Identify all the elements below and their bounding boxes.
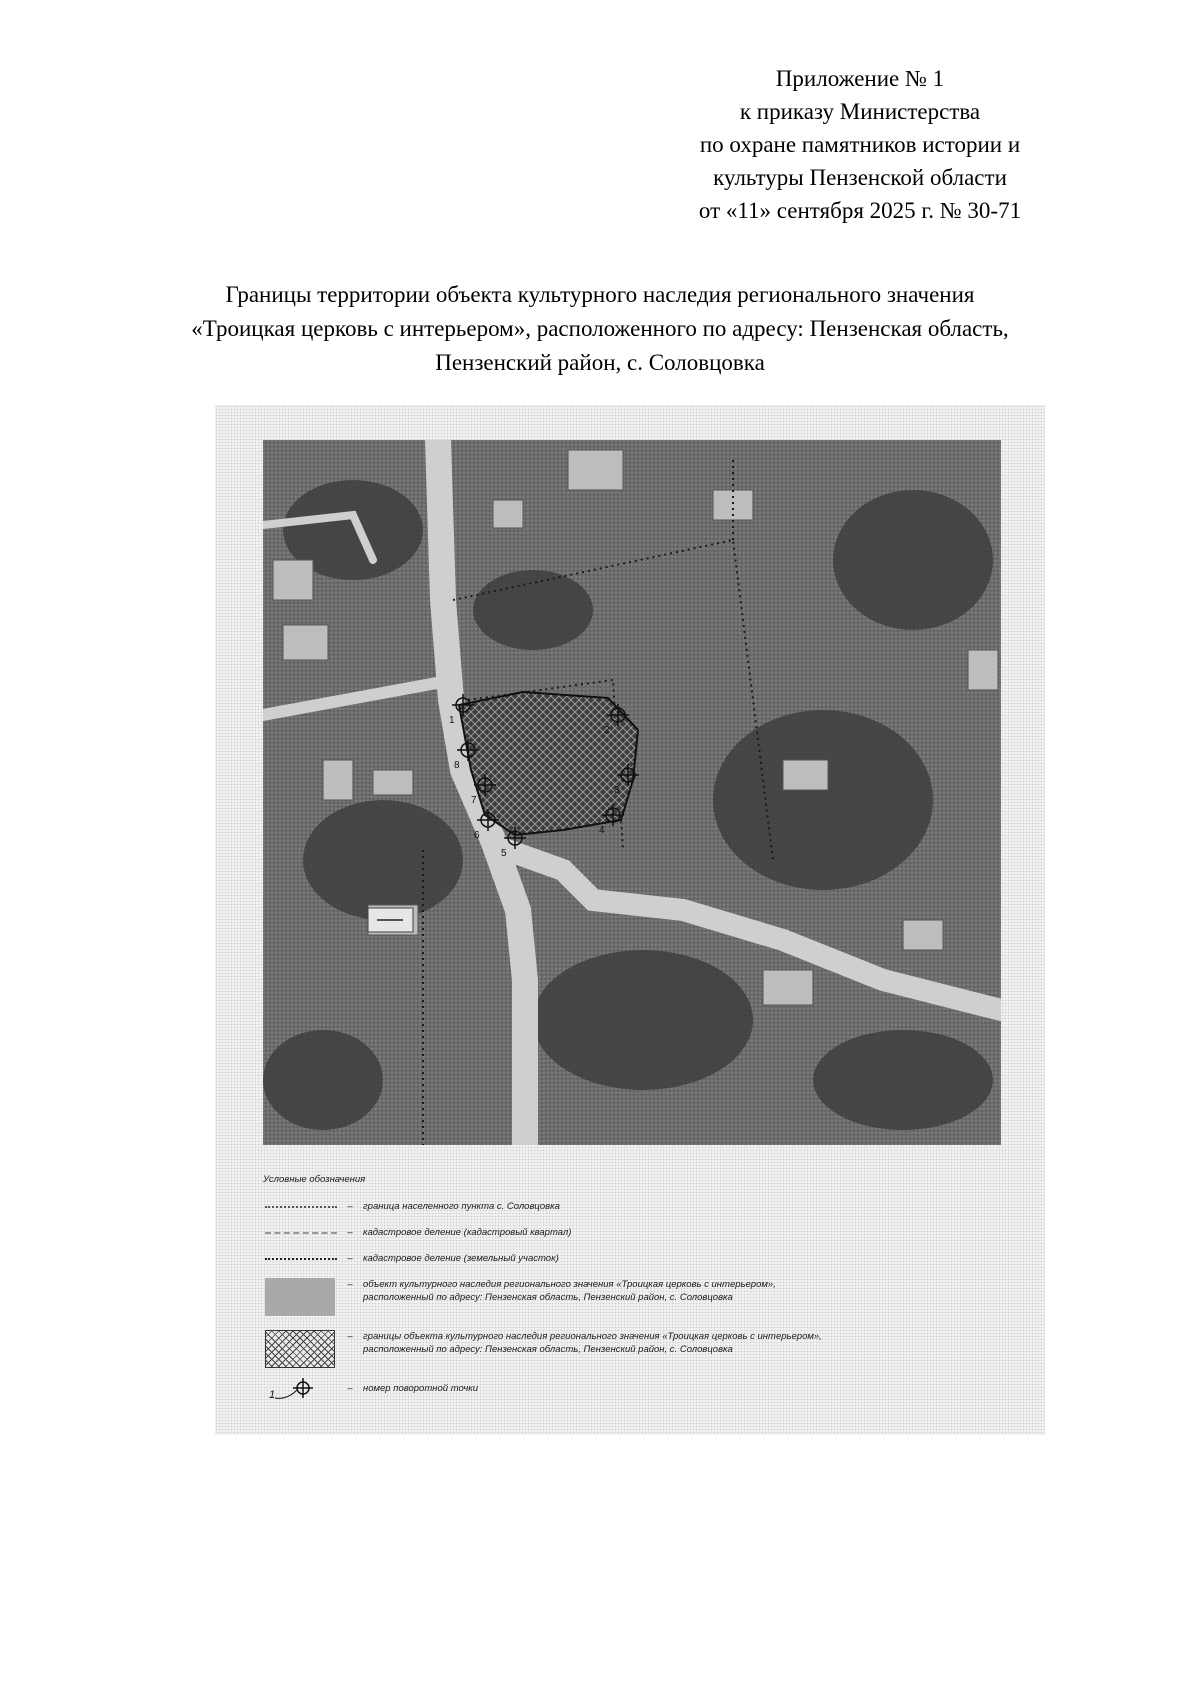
- map-legend: [263, 1173, 1003, 1408]
- title-line: Пензенский район, с. Соловцовка: [435, 350, 765, 375]
- fine-dotted-line-symbol: [263, 1252, 337, 1266]
- document-title: [60, 278, 1140, 380]
- appendix-line: Приложение № 1: [775, 66, 945, 91]
- road-sign: [368, 908, 413, 932]
- aerial-map: [263, 440, 1001, 1145]
- legend-item: [263, 1200, 1003, 1214]
- legend-dash: –: [347, 1279, 353, 1290]
- legend-text: границы объекта культурного наследия регионального значения «Троицкая церковь с интерьером», расположенный по адресу: Пензенская область, Пензенский район, с. Соловцовка: [363, 1331, 822, 1355]
- turning-point-marker-icon: [263, 1382, 337, 1401]
- legend-text: кадастровое деление (кадастровый квартал): [363, 1227, 572, 1238]
- legend-item: [263, 1278, 1003, 1318]
- aerial-map-svg: [263, 440, 1001, 1145]
- legend-dash: –: [347, 1253, 353, 1264]
- legend-dash: –: [347, 1383, 353, 1394]
- appendix-line: к приказу Министерства: [739, 99, 981, 124]
- appendix-line: культуры Пензенской области: [713, 165, 1007, 190]
- legend-dash: –: [347, 1227, 353, 1238]
- crosshatch-fill-symbol: [263, 1330, 337, 1370]
- legend-heading: Условные обозначения: [263, 1174, 366, 1185]
- dashed-line-symbol: [263, 1226, 337, 1240]
- map-figure: [215, 405, 1045, 1435]
- turning-point-label: 3: [614, 785, 620, 796]
- dotted-line-symbol: [263, 1200, 337, 1214]
- appendix-block: [640, 62, 1080, 227]
- legend-dash: –: [347, 1201, 353, 1212]
- legend-item: [263, 1226, 1003, 1240]
- turning-point-label: 8: [454, 760, 460, 771]
- turning-point-label: 1: [449, 715, 455, 726]
- turning-point-label: 7: [471, 795, 477, 806]
- appendix-line: от «11» сентября 2025 г. № 30-71: [698, 198, 1022, 223]
- legend-item: [263, 1382, 1003, 1401]
- turning-point-label: 4: [599, 825, 605, 836]
- legend-text: кадастровое деление (земельный участок): [363, 1253, 559, 1264]
- marker-label: 1: [269, 1389, 276, 1401]
- title-line: «Троицкая церковь с интерьером», расположенного по адресу: Пензенская область,: [191, 316, 1009, 341]
- legend-dash: –: [347, 1331, 353, 1342]
- gray-fill-symbol: [263, 1278, 337, 1318]
- legend-text: номер поворотной точки: [363, 1383, 479, 1394]
- turning-point-label: 5: [501, 848, 507, 859]
- legend-text: объект культурного наследия регионального значения «Троицкая церковь с интерьером», расположенный по адресу: Пензенская область, Пензенский район, с. Соловцовка: [363, 1279, 776, 1303]
- appendix-line: по охране памятников истории и: [699, 132, 1021, 157]
- title-line: Границы территории объекта культурного наследия регионального значения: [225, 282, 975, 307]
- legend-item: [263, 1330, 1003, 1370]
- legend-text: граница населенного пункта с. Соловцовка: [363, 1201, 560, 1212]
- turning-point-label: 2: [604, 725, 610, 736]
- turning-point-label: 6: [474, 830, 480, 841]
- legend-item: [263, 1252, 1003, 1266]
